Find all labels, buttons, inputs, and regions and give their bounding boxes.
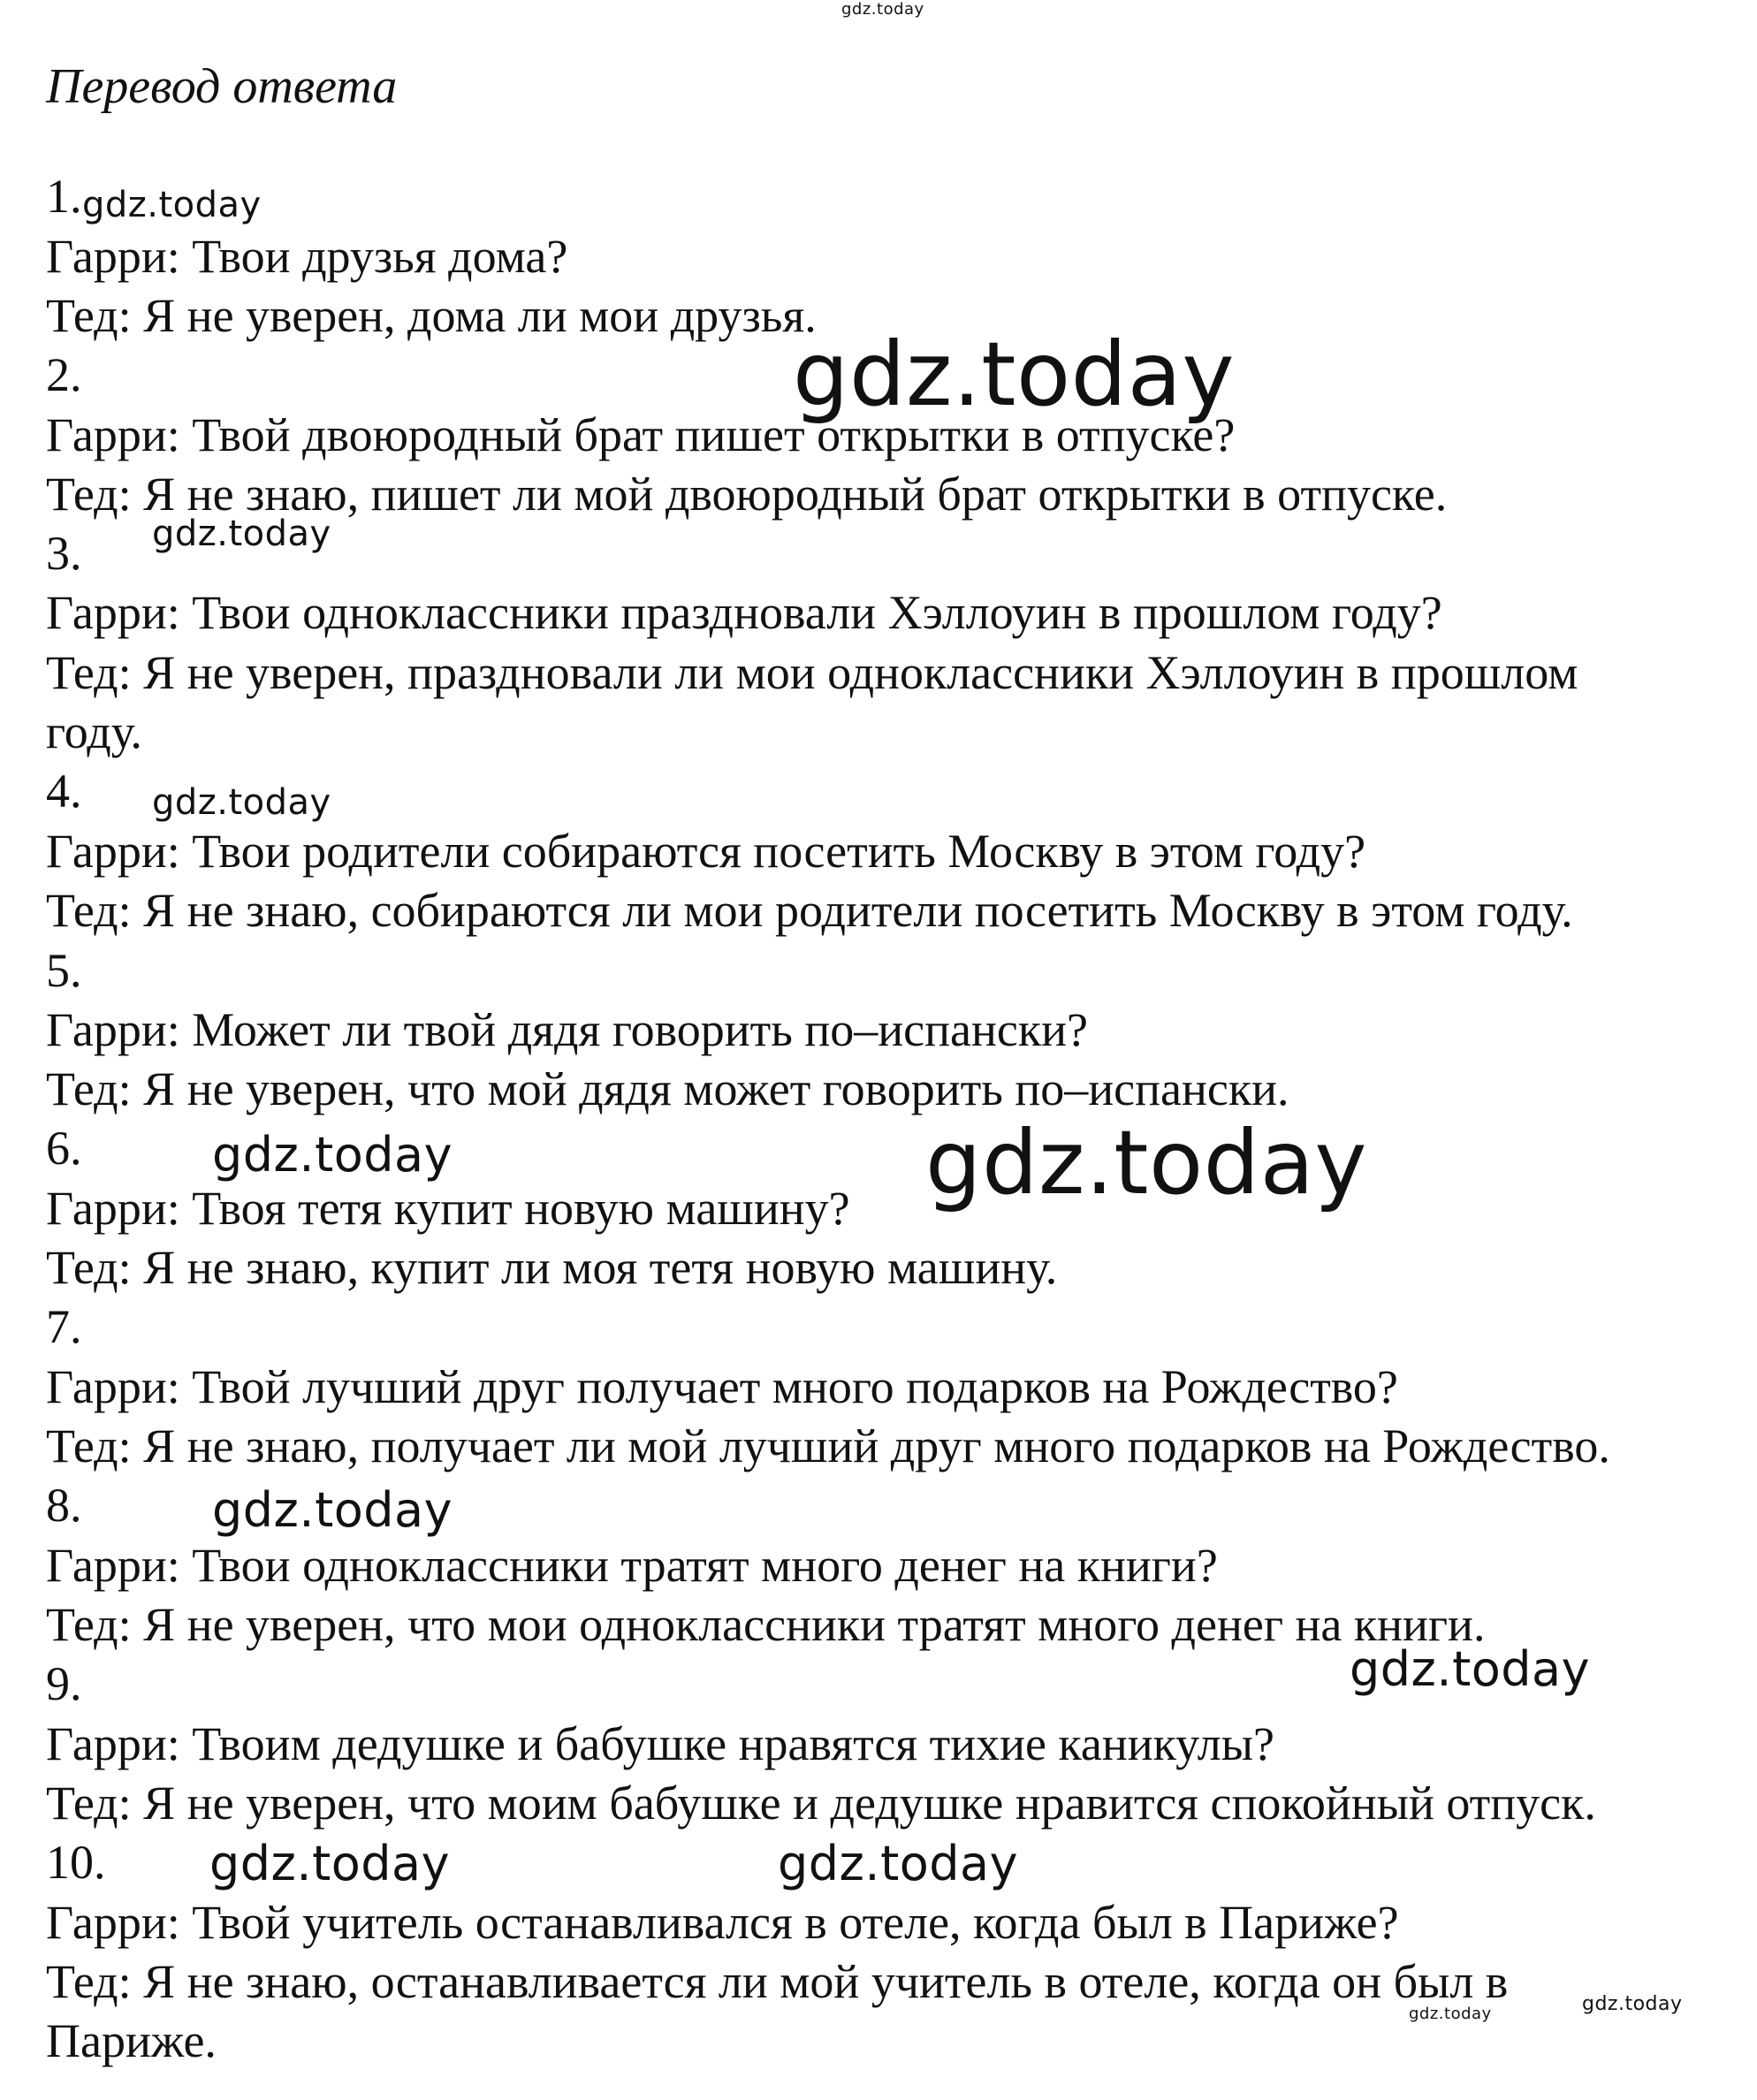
watermark-text: gdz.today xyxy=(841,0,924,19)
harry-line-3: Гарри: Твои одноклассники праздновали Хэллоуин в прошлом году? xyxy=(46,586,1442,639)
watermark-text: gdz.today xyxy=(925,1111,1368,1214)
watermark-text: gdz.today xyxy=(1350,1641,1591,1697)
harry-line-9: Гарри: Твоим дедушке и бабушке нравятся тихие каникулы? xyxy=(46,1717,1274,1770)
ted-line-10: Тед: Я не знаю, останавливается ли мой учитель в отеле, когда он был в xyxy=(46,1955,1509,2008)
item-number-9: 9. xyxy=(46,1657,82,1710)
item-number-4: 4. xyxy=(46,765,82,818)
harry-line-8: Гарри: Твои одноклассники тратят много денег на книги? xyxy=(46,1539,1218,1592)
harry-line-5: Гарри: Может ли твой дядя говорить по–испански? xyxy=(46,1003,1088,1056)
ted-line-9: Тед: Я не уверен, что моим бабушке и дедушке нравится спокойный отпуск. xyxy=(46,1777,1596,1830)
item-number-1: 1. xyxy=(46,170,82,223)
item-number-10: 10. xyxy=(46,1836,106,1889)
harry-line-2: Гарри: Твой двоюродный брат пишет открытки в отпуске? xyxy=(46,408,1236,461)
ted-line-1: Тед: Я не уверен, дома ли мои друзья. xyxy=(46,289,817,342)
watermark-text: gdz.today xyxy=(209,1836,451,1891)
ted-line-3-continued: году. xyxy=(46,705,142,758)
harry-line-6: Гарри: Твоя тетя купит новую машину? xyxy=(46,1182,850,1235)
harry-line-10: Гарри: Твой учитель останавливался в отеле, когда был в Париже? xyxy=(46,1896,1399,1949)
harry-line-1: Гарри: Твои друзья дома? xyxy=(46,230,568,283)
item-number-6: 6. xyxy=(46,1122,82,1175)
harry-line-7: Гарри: Твой лучший друг получает много подарков на Рождество? xyxy=(46,1360,1398,1413)
ted-line-2: Тед: Я не знаю, пишет ли мой двоюродный брат открытки в отпуске. xyxy=(46,468,1448,521)
watermark-text: gdz.today xyxy=(82,185,262,225)
page-title: Перевод ответа xyxy=(46,59,398,114)
item-number-2: 2. xyxy=(46,348,82,401)
ted-line-7: Тед: Я не знаю, получает ли мой лучший друг много подарков на Рождество. xyxy=(46,1419,1610,1472)
watermark-text: gdz.today xyxy=(212,1127,453,1183)
ted-line-4: Тед: Я не знаю, собираются ли мои родители посетить Москву в этом году. xyxy=(46,884,1573,937)
item-number-3: 3. xyxy=(46,527,82,580)
watermark-text: gdz.today xyxy=(793,323,1236,426)
watermark-text: gdz.today xyxy=(212,1482,453,1538)
ted-line-5: Тед: Я не уверен, что мой дядя может говорить по–испански. xyxy=(46,1062,1289,1115)
watermark-text: gdz.today xyxy=(1409,2005,1492,2023)
ted-line-8: Тед: Я не уверен, что мои одноклассники тратят много денег на книги. xyxy=(46,1598,1486,1651)
item-number-5: 5. xyxy=(46,944,82,997)
ted-line-6: Тед: Я не знаю, купит ли моя тетя новую машину. xyxy=(46,1241,1058,1294)
item-number-8: 8. xyxy=(46,1479,82,1532)
item-number-7: 7. xyxy=(46,1300,82,1353)
ted-line-3: Тед: Я не уверен, праздновали ли мои одноклассники Хэллоуин в прошлом xyxy=(46,646,1578,699)
harry-line-4: Гарри: Твои родители собираются посетить Москву в этом году? xyxy=(46,825,1366,878)
ted-line-10-continued: Париже. xyxy=(46,2014,217,2067)
watermark-text: gdz.today xyxy=(1582,1993,1683,2015)
watermark-text: gdz.today xyxy=(152,514,331,554)
watermark-text: gdz.today xyxy=(152,782,331,823)
watermark-text: gdz.today xyxy=(778,1836,1019,1891)
